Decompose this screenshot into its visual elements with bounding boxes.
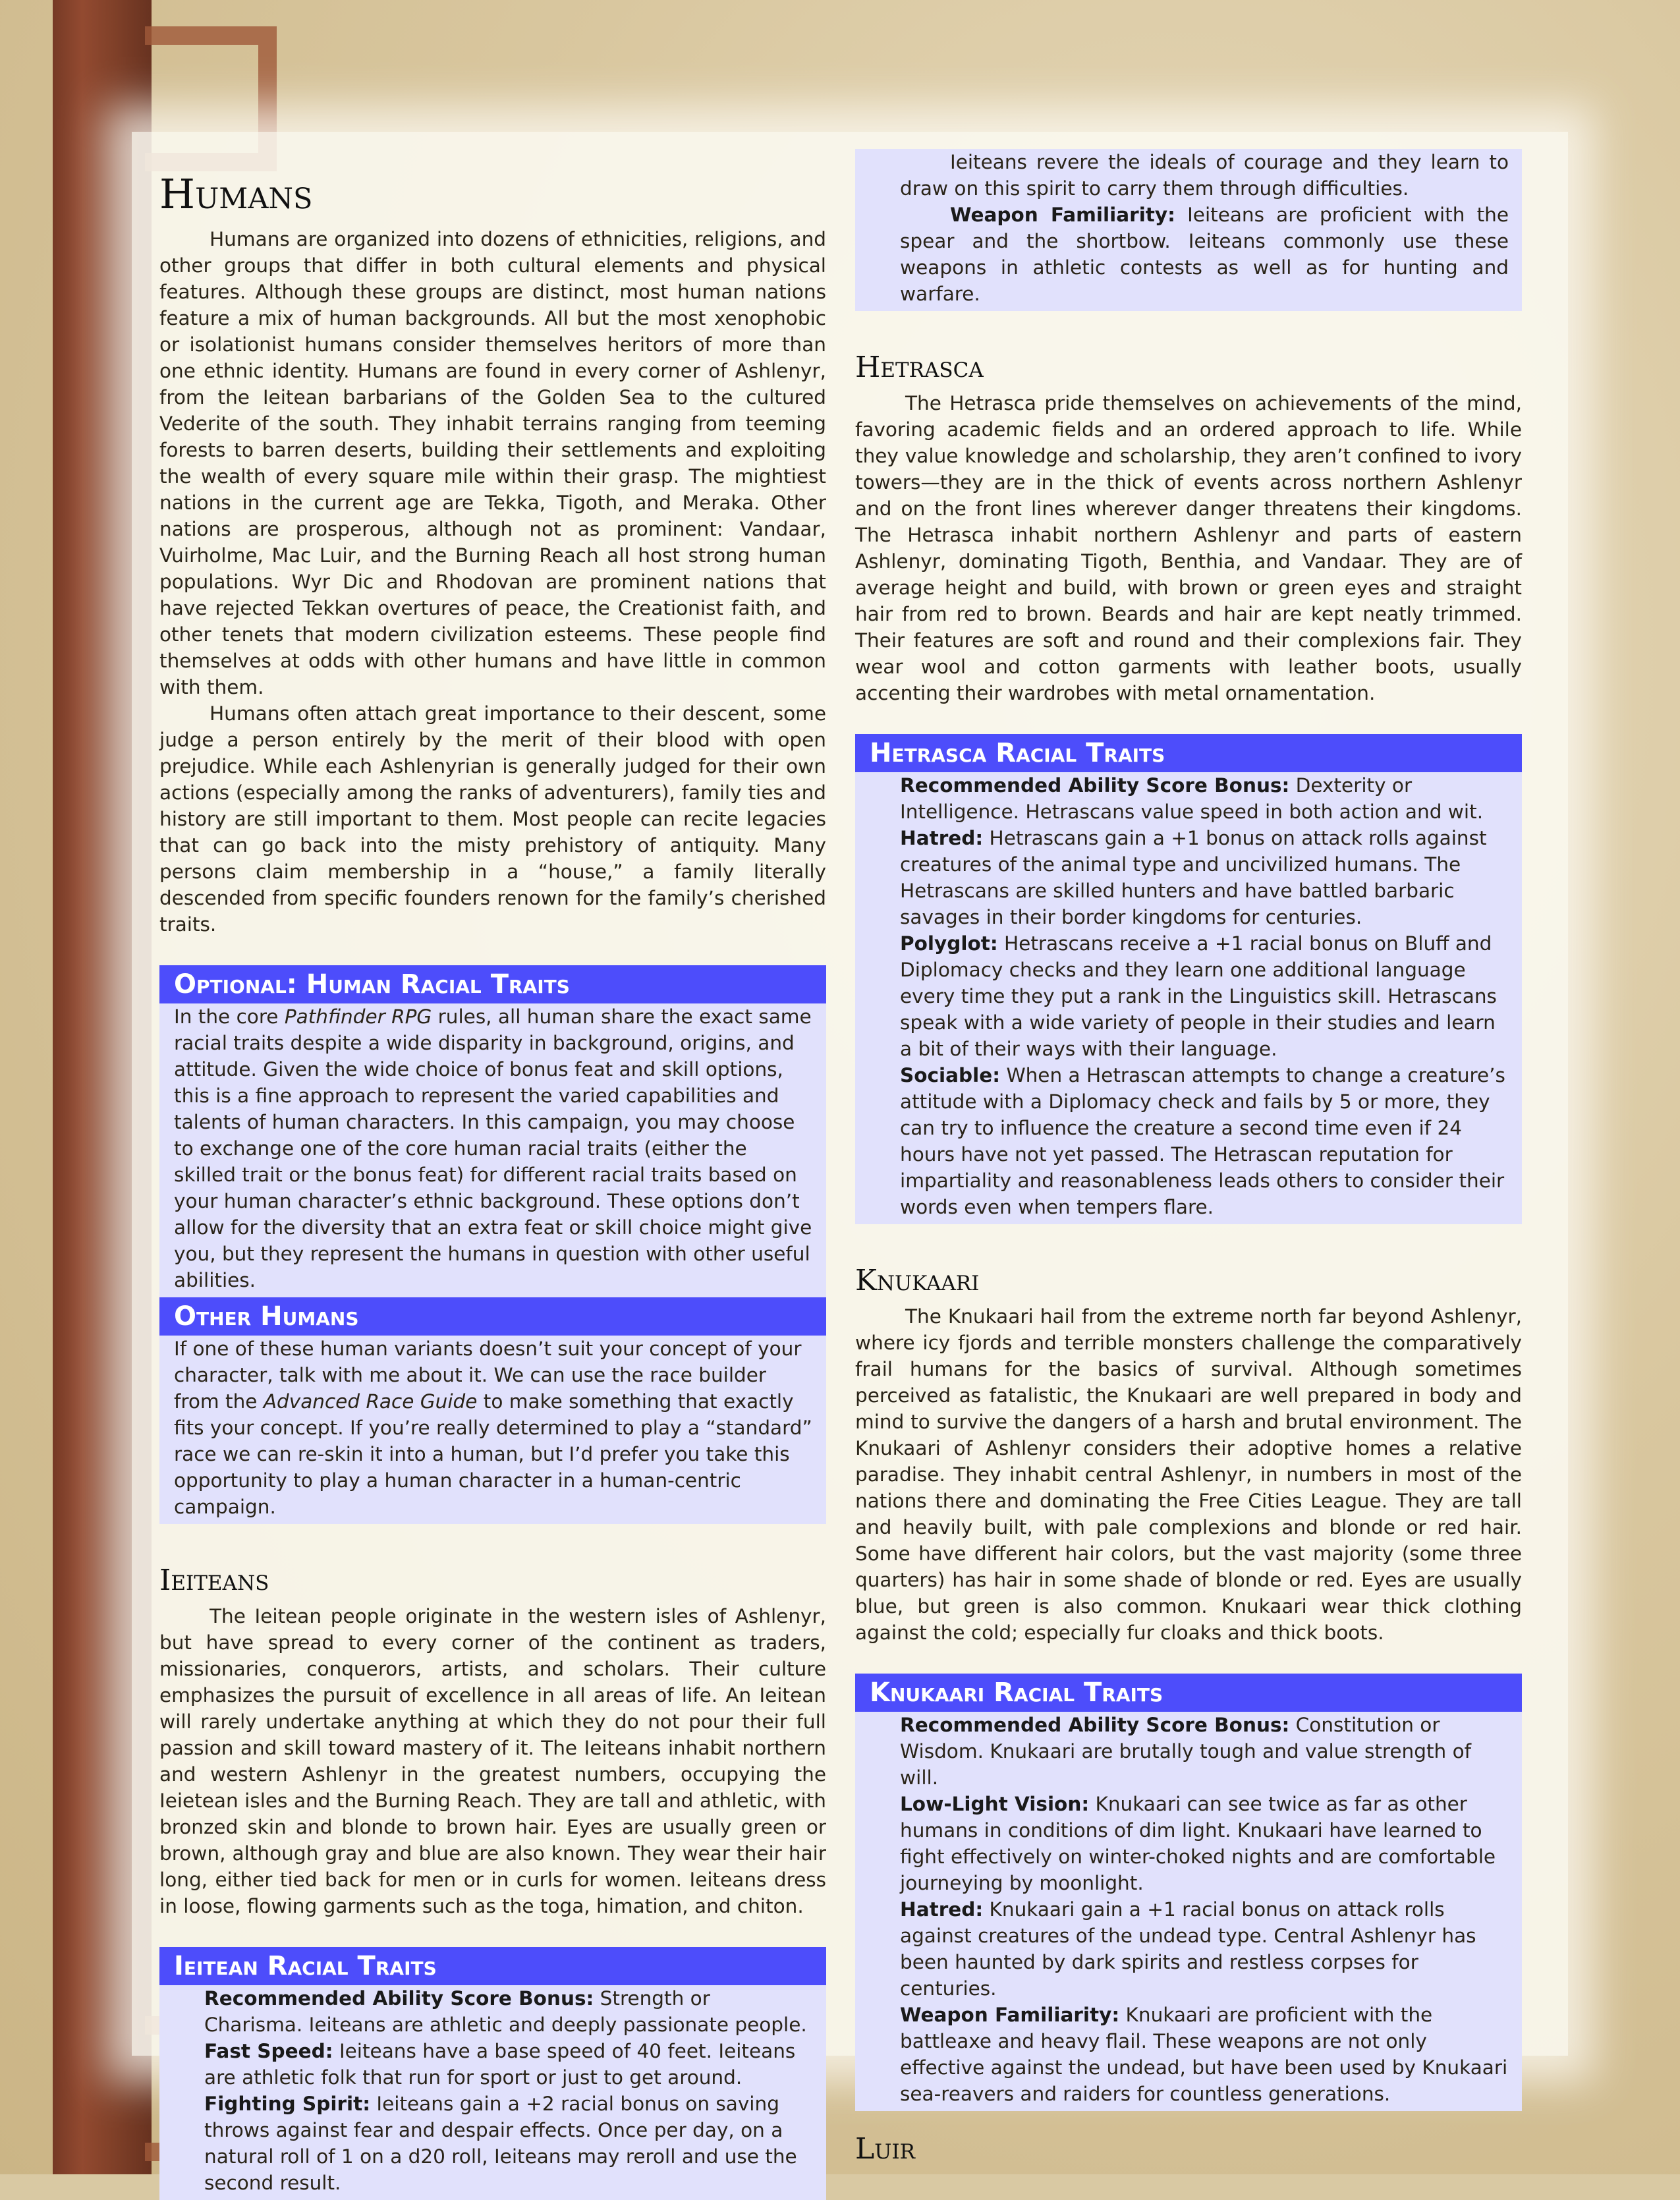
trait-item: Weapon Familiarity: Knukaari are proficient with the battleaxe and heavy flail. These weapons are not only effective against the undead, but have been used by Knukaari sea-reavers and raiders for countless generations. bbox=[900, 2004, 1508, 2105]
hetrasca-heading: Hetrasca bbox=[855, 351, 984, 384]
knukaari-paragraph: The Knukaari hail from the extreme north far beyond Ashlenyr, where icy fjords and terrible monsters challenge the comparatively frail humans for the basics of survival. Although sometimes perceived as fatalistic, the Knukaari are well prepared in body and mind to survive the dangers of a harsh and brutal environment. The Knukaari of Ashlenyr considers their adoptive homes a relative paradise. They inhabit central Ashlenyr, in numbers in most of the nations there and dominating the Free Cities League. They are tall and heavily built, with pale complexions and blonde or red hair. Some have different hair colors, but the vast majority (some three quarters) has hair in some shade of blonde or red. Eyes are usually blue, but green is also common. Knukaari wear thick clothing against the cold; especially fur cloaks and thick boots. bbox=[855, 1305, 1522, 1644]
ieiteans-heading: Ieiteans bbox=[159, 1564, 269, 1597]
ieitean-traits-box bbox=[159, 1947, 826, 2200]
humans-paragraph-2: Humans often attach great importance to their descent, some judge a person entirely by the merit of their blood with open prejudice. While each Ashlenyrian is generally judged for their own actions (especially among the ranks of adventurers), family ties and history are still important to them. Most people can recite legacies that can go back into the misty prehistory of antiquity. Many persons claim membership in a “house,” a family literally descended from specific founders renown for the family’s cherished traits. bbox=[159, 702, 826, 936]
ieiteans-paragraph: The Ieitean people originate in the western isles of Ashlenyr, but have spread to every corner of the continent as traders, missionaries, conquerors, artists, and scholars. Their culture emphasizes the pursuit of excellence in all areas of life. An Ieitean will rarely undertake anything at which they do not pour their full passion and skill toward mastery of it. The Ieiteans inhabit northern and western Ashlenyr in the greatest numbers, occupying the Ieietean isles and the Burning Reach. They are tall and athletic, with bronzed skin and blonde to brown hair. Eyes are usually green or brown, although gray and blue are also known. They wear their hair long, either tied back for men or in curls for women. Ieiteans dress in loose, flowing garments such as the toga, himation, and chiton. bbox=[159, 1605, 826, 1917]
trait-item: Hatred: Knukaari gain a +1 racial bonus on attack rolls against creatures of the undead type. Central Ashlenyr has been haunted by dark spirits and restless corpses for centuries. bbox=[900, 1898, 1476, 2000]
trait-item: Fast Speed: Ieiteans have a base speed of 40 feet. Ieiteans are athletic folk that run for sport or just to get around. bbox=[204, 2040, 796, 2089]
optional-traits-box bbox=[159, 965, 826, 1297]
optional-traits-text: In the core Pathfinder RPG rules, all human share the exact same racial traits despite a wide disparity in background, origins, and attitude. Given the wide choice of bonus feat and skill options, this is a fine approach to represent the varied capabilities and talents of human characters. In this campaign, you may choose to exchange one of the core human racial traits (either the skilled trait or the bonus feat) for different racial traits based on your human character’s ethnic background. These options don’t allow for the diversity that an extra feat or skill choice might give you, but they represent the humans in question with other useful abilities. bbox=[174, 1005, 812, 1291]
other-humans-text: If one of these human variants doesn’t suit your concept of your character, talk with me about it. We can use the race builder from the Advanced Race Guide to make something that exactly fits your concept. If you’re really determined to play a “standard” race we can re-skin it into a human, but I’d prefer you take this opportunity to play a human character in a human-centric campaign. bbox=[174, 1338, 812, 1518]
knukaari-traits-box bbox=[855, 1674, 1522, 2111]
ieitean-traits-title: Ieitean Racial Traits bbox=[159, 1947, 826, 1985]
humans-paragraph-1: Humans are organized into dozens of ethnicities, religions, and other groups that differ in both cultural elements and physical features. Although these groups are distinct, most human nations feature a mix of human backgrounds. All but the most xenophobic or isolationist humans consider themselves heritors of more than one ethnic identity. Humans are found in every corner of Ashlenyr, from the Ieitean barbarians of the Golden Sea to the cultured Vederite of the south. They inhabit terrains ranging from teeming forests to barren deserts, building their settlements and exploiting the wealth of every square mile within their grasp. The mightiest nations in the current age are Tekka, Tigoth, and Meraka. Other nations are prosperous, although not as prominent: Vandaar, Vuirholme, Mac Luir, and the Burning Reach all host strong human populations. Wyr Dic and Rhodovan are prominent nations that have rejected Tekkan overtures of peace, the Creationist faith, and other tenets that modern civilization esteems. These people find themselves at odds with other humans and have little in common with them. bbox=[159, 228, 826, 698]
trait-item: Weapon Familiarity: Ieiteans are proficient with the spear and the shortbow. Ieiteans commonly use these weapons in athletic contests as well as for hunting and warfare. bbox=[900, 204, 1509, 305]
fighting-spirit-continued: Ieiteans revere the ideals of courage and they learn to draw on this spirit to carry them through difficulties. bbox=[900, 151, 1509, 200]
trait-item: Recommended Ability Score Bonus: Constitution or Wisdom. Knukaari are brutally tough and value strength of will. bbox=[900, 1714, 1472, 1789]
trait-item: Recommended Ability Score Bonus: Dexterity or Intelligence. Hetrascans value speed in both action and wit. bbox=[900, 774, 1484, 823]
trait-item: Sociable: When a Hetrascan attempts to change a creature’s attitude with a Diplomacy check and fails by 5 or more, they can try to influence the creature a second time even if 24 hours have not yet passed. The Hetrascan reputation for impartiality and reasonableness leads others to consider their words even when tempers flare. bbox=[900, 1064, 1505, 1218]
trait-item: Polyglot: Hetrascans receive a +1 racial bonus on Bluff and Diplomacy checks and they learn one additional language every time they put a rank in the Linguistics skill. Hetrascans speak with a wide variety of people in their studies and learn a bit of their ways with their language. bbox=[900, 932, 1497, 1060]
knukaari-heading: Knukaari bbox=[855, 1264, 980, 1297]
hetrasca-paragraph: The Hetrasca pride themselves on achievements of the mind, favoring academic fields and an ordered approach to life. While they value knowledge and scholarship, they aren’t confined to ivory towers—they are in the thick of events across northern Ashlenyr and on the front lines wherever danger threatens their kingdoms. The Hetrasca inhabit northern Ashlenyr and parts of eastern Ashlenyr, dominating Tigoth, Benthia, and Vandaar. They are of average height and build, with brown or green eyes and straight hair from red to brown. Beards and hair are kept neatly trimmed. Their features are soft and round and their complexions fair. They wear wool and cotton garments with leather boots, usually accenting their wardrobes with metal ornamentation. bbox=[855, 392, 1522, 704]
ieitean-traits-box-continued bbox=[855, 149, 1522, 311]
other-humans-title: Other Humans bbox=[159, 1297, 826, 1336]
pathfinder-book-title: Pathfinder RPG bbox=[284, 1005, 432, 1028]
trait-item: Hatred: Hetrascans gain a +1 bonus on attack rolls against creatures of the animal type and uncivilized humans. The Hetrascans are skilled hunters and have battled barbaric savages in their border kingdoms for centuries. bbox=[900, 827, 1487, 928]
advanced-race-guide-title: Advanced Race Guide bbox=[263, 1390, 478, 1413]
optional-traits-title: Optional: Human Racial Traits bbox=[159, 965, 826, 1003]
hetrasca-traits-title: Hetrasca Racial Traits bbox=[855, 734, 1522, 772]
hetrasca-traits-box bbox=[855, 734, 1522, 1224]
right-column bbox=[855, 149, 1522, 2172]
humans-title: Humans bbox=[159, 170, 313, 218]
trait-item: Recommended Ability Score Bonus: Strength or Charisma. Ieiteans are athletic and deeply passionate people. bbox=[204, 1987, 807, 2036]
other-humans-box bbox=[159, 1297, 826, 1524]
trait-item: Low-Light Vision: Knukaari can see twice as far as other humans in conditions of dim light. Knukaari have learned to fight effectively on winter-choked nights and are comfortable journeying by moonlight. bbox=[900, 1793, 1496, 1894]
left-column bbox=[159, 155, 826, 2200]
knukaari-traits-title: Knukaari Racial Traits bbox=[855, 1674, 1522, 1712]
luir-heading: Luir bbox=[855, 2132, 915, 2166]
trait-item: Fighting Spirit: Ieiteans gain a +2 racial bonus on saving throws against fear and despair effects. Once per day, on a natural roll of 1 on a d20 roll, Ieiteans may reroll and use the second result. bbox=[204, 2093, 797, 2194]
